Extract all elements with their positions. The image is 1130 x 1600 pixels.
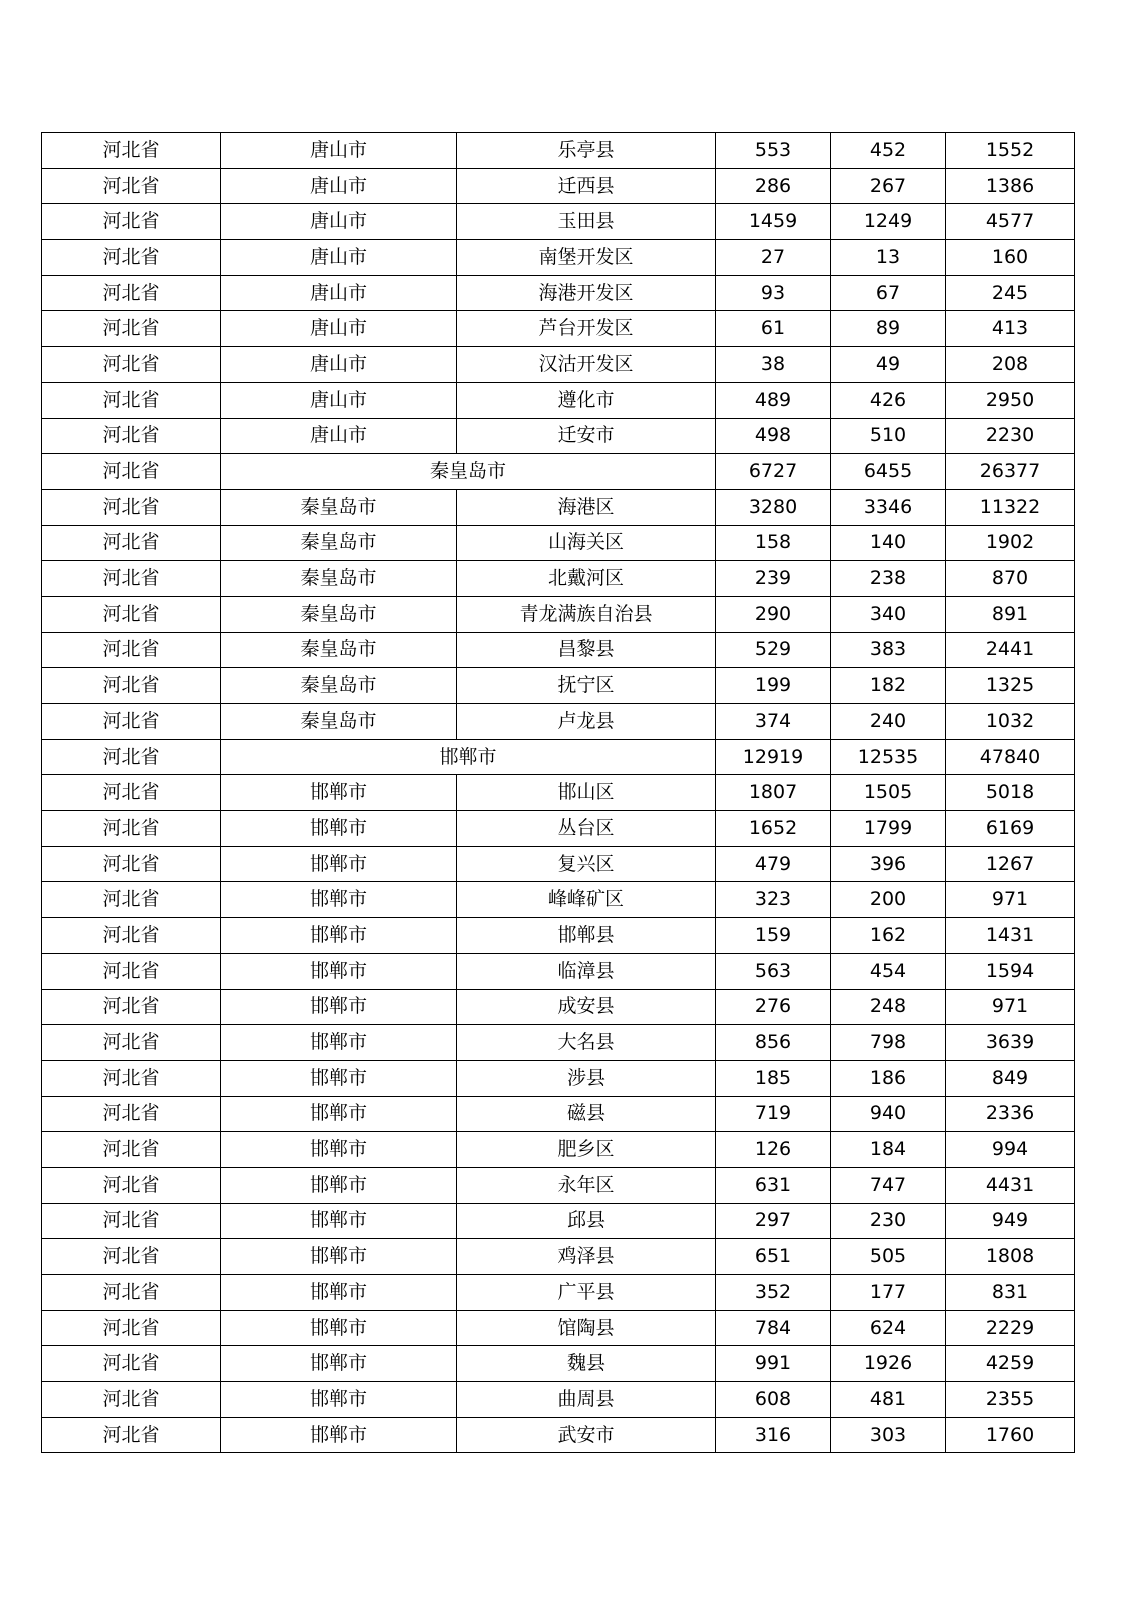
city-cell: 邯郸市: [221, 918, 457, 954]
county-cell: 鸡泽县: [457, 1239, 716, 1275]
value-3-cell: 1431: [946, 918, 1075, 954]
county-cell: 永年区: [457, 1167, 716, 1203]
county-cell: 山海关区: [457, 525, 716, 561]
city-cell: 邯郸市: [221, 1060, 457, 1096]
table-row: [42, 1025, 1075, 1061]
value-1-cell: 784: [716, 1310, 831, 1346]
value-1-cell: 297: [716, 1203, 831, 1239]
value-1-cell: 159: [716, 918, 831, 954]
table-row: [42, 240, 1075, 276]
value-1-cell: 6727: [716, 454, 831, 490]
province-cell: 河北省: [42, 1096, 221, 1132]
table-row: [42, 489, 1075, 525]
city-cell: 唐山市: [221, 204, 457, 240]
table-row: [42, 775, 1075, 811]
province-cell: 河北省: [42, 1060, 221, 1096]
value-2-cell: 303: [831, 1417, 946, 1453]
county-cell: 北戴河区: [457, 561, 716, 597]
province-cell: 河北省: [42, 275, 221, 311]
value-2-cell: 505: [831, 1239, 946, 1275]
value-1-cell: 27: [716, 240, 831, 276]
city-cell: 邯郸市: [221, 846, 457, 882]
county-cell: 青龙满族自治县: [457, 596, 716, 632]
county-cell: 迁安市: [457, 418, 716, 454]
city-subtotal-row: [42, 739, 1075, 775]
value-1-cell: 479: [716, 846, 831, 882]
county-cell: 海港区: [457, 489, 716, 525]
value-3-cell: 1325: [946, 668, 1075, 704]
value-3-cell: 971: [946, 882, 1075, 918]
province-cell: 河北省: [42, 1203, 221, 1239]
value-3-cell: 3639: [946, 1025, 1075, 1061]
value-1-cell: 276: [716, 989, 831, 1025]
value-3-cell: 994: [946, 1132, 1075, 1168]
province-cell: 河北省: [42, 525, 221, 561]
value-2-cell: 1926: [831, 1346, 946, 1382]
value-1-cell: 286: [716, 168, 831, 204]
county-cell: 南堡开发区: [457, 240, 716, 276]
county-cell: 峰峰矿区: [457, 882, 716, 918]
value-3-cell: 1760: [946, 1417, 1075, 1453]
value-2-cell: 177: [831, 1275, 946, 1311]
statistics-table: [41, 132, 1075, 1453]
value-1-cell: 563: [716, 953, 831, 989]
value-3-cell: 2230: [946, 418, 1075, 454]
county-cell: 邯郸县: [457, 918, 716, 954]
county-cell: 广平县: [457, 1275, 716, 1311]
value-3-cell: 47840: [946, 739, 1075, 775]
county-cell: 迁西县: [457, 168, 716, 204]
value-3-cell: 971: [946, 989, 1075, 1025]
county-cell: 磁县: [457, 1096, 716, 1132]
value-1-cell: 316: [716, 1417, 831, 1453]
table-row: [42, 1167, 1075, 1203]
value-2-cell: 240: [831, 704, 946, 740]
county-cell: 大名县: [457, 1025, 716, 1061]
province-cell: 河北省: [42, 168, 221, 204]
province-cell: 河北省: [42, 632, 221, 668]
value-2-cell: 267: [831, 168, 946, 204]
city-subtotal-cell: 秦皇岛市: [221, 454, 716, 490]
city-cell: 邯郸市: [221, 882, 457, 918]
city-cell: 秦皇岛市: [221, 632, 457, 668]
value-2-cell: 238: [831, 561, 946, 597]
city-cell: 秦皇岛市: [221, 525, 457, 561]
value-3-cell: 1594: [946, 953, 1075, 989]
city-cell: 邯郸市: [221, 1167, 457, 1203]
value-3-cell: 208: [946, 347, 1075, 383]
value-1-cell: 498: [716, 418, 831, 454]
table-row: [42, 168, 1075, 204]
value-2-cell: 383: [831, 632, 946, 668]
table-row: [42, 1310, 1075, 1346]
table-row: [42, 1275, 1075, 1311]
table-row: [42, 953, 1075, 989]
province-cell: 河北省: [42, 811, 221, 847]
table-row: [42, 561, 1075, 597]
value-3-cell: 4577: [946, 204, 1075, 240]
city-cell: 唐山市: [221, 311, 457, 347]
table-row: [42, 918, 1075, 954]
value-2-cell: 452: [831, 133, 946, 169]
value-2-cell: 1799: [831, 811, 946, 847]
value-3-cell: 849: [946, 1060, 1075, 1096]
county-cell: 卢龙县: [457, 704, 716, 740]
table-row: [42, 1417, 1075, 1453]
table-row: [42, 1060, 1075, 1096]
province-cell: 河北省: [42, 1346, 221, 1382]
county-cell: 乐亭县: [457, 133, 716, 169]
value-1-cell: 991: [716, 1346, 831, 1382]
city-cell: 唐山市: [221, 240, 457, 276]
value-1-cell: 323: [716, 882, 831, 918]
value-2-cell: 426: [831, 382, 946, 418]
table-row: [42, 525, 1075, 561]
value-2-cell: 162: [831, 918, 946, 954]
value-2-cell: 13: [831, 240, 946, 276]
value-1-cell: 529: [716, 632, 831, 668]
county-cell: 复兴区: [457, 846, 716, 882]
value-1-cell: 631: [716, 1167, 831, 1203]
table-row: [42, 204, 1075, 240]
value-1-cell: 199: [716, 668, 831, 704]
province-cell: 河北省: [42, 382, 221, 418]
value-1-cell: 1807: [716, 775, 831, 811]
table-row: [42, 704, 1075, 740]
value-1-cell: 1459: [716, 204, 831, 240]
value-2-cell: 186: [831, 1060, 946, 1096]
county-cell: 昌黎县: [457, 632, 716, 668]
value-2-cell: 67: [831, 275, 946, 311]
county-cell: 馆陶县: [457, 1310, 716, 1346]
table-row: [42, 846, 1075, 882]
province-cell: 河北省: [42, 489, 221, 525]
value-1-cell: 38: [716, 347, 831, 383]
county-cell: 芦台开发区: [457, 311, 716, 347]
province-cell: 河北省: [42, 918, 221, 954]
county-cell: 涉县: [457, 1060, 716, 1096]
table-row: [42, 668, 1075, 704]
value-3-cell: 2441: [946, 632, 1075, 668]
province-cell: 河北省: [42, 1417, 221, 1453]
value-1-cell: 290: [716, 596, 831, 632]
table-row: [42, 311, 1075, 347]
value-1-cell: 158: [716, 525, 831, 561]
value-2-cell: 624: [831, 1310, 946, 1346]
value-1-cell: 3280: [716, 489, 831, 525]
value-1-cell: 1652: [716, 811, 831, 847]
value-1-cell: 61: [716, 311, 831, 347]
city-cell: 邯郸市: [221, 989, 457, 1025]
province-cell: 河北省: [42, 1132, 221, 1168]
county-cell: 魏县: [457, 1346, 716, 1382]
value-2-cell: 89: [831, 311, 946, 347]
city-cell: 秦皇岛市: [221, 561, 457, 597]
province-cell: 河北省: [42, 1239, 221, 1275]
city-cell: 邯郸市: [221, 811, 457, 847]
value-2-cell: 3346: [831, 489, 946, 525]
province-cell: 河北省: [42, 596, 221, 632]
city-cell: 邯郸市: [221, 1382, 457, 1418]
city-subtotal-row: [42, 454, 1075, 490]
value-3-cell: 245: [946, 275, 1075, 311]
value-2-cell: 396: [831, 846, 946, 882]
value-1-cell: 374: [716, 704, 831, 740]
city-cell: 邯郸市: [221, 1025, 457, 1061]
table-row: [42, 347, 1075, 383]
table-row: [42, 1382, 1075, 1418]
table-row: [42, 882, 1075, 918]
county-cell: 武安市: [457, 1417, 716, 1453]
province-cell: 河北省: [42, 1275, 221, 1311]
province-cell: 河北省: [42, 204, 221, 240]
province-cell: 河北省: [42, 561, 221, 597]
province-cell: 河北省: [42, 133, 221, 169]
value-2-cell: 798: [831, 1025, 946, 1061]
value-3-cell: 2950: [946, 382, 1075, 418]
value-1-cell: 185: [716, 1060, 831, 1096]
value-3-cell: 2336: [946, 1096, 1075, 1132]
county-cell: 海港开发区: [457, 275, 716, 311]
city-cell: 邯郸市: [221, 1346, 457, 1382]
value-1-cell: 352: [716, 1275, 831, 1311]
table-row: [42, 1239, 1075, 1275]
table-row: [42, 989, 1075, 1025]
city-cell: 秦皇岛市: [221, 668, 457, 704]
value-2-cell: 1505: [831, 775, 946, 811]
province-cell: 河北省: [42, 1025, 221, 1061]
table-row: [42, 1203, 1075, 1239]
province-cell: 河北省: [42, 739, 221, 775]
value-3-cell: 949: [946, 1203, 1075, 1239]
city-cell: 邯郸市: [221, 1417, 457, 1453]
province-cell: 河北省: [42, 989, 221, 1025]
city-cell: 秦皇岛市: [221, 704, 457, 740]
value-2-cell: 184: [831, 1132, 946, 1168]
city-subtotal-cell: 邯郸市: [221, 739, 716, 775]
table-row: [42, 1346, 1075, 1382]
city-cell: 唐山市: [221, 275, 457, 311]
city-cell: 邯郸市: [221, 1310, 457, 1346]
county-cell: 汉沽开发区: [457, 347, 716, 383]
value-3-cell: 4431: [946, 1167, 1075, 1203]
table-row: [42, 811, 1075, 847]
value-1-cell: 239: [716, 561, 831, 597]
value-2-cell: 1249: [831, 204, 946, 240]
table-row: [42, 133, 1075, 169]
city-cell: 秦皇岛市: [221, 489, 457, 525]
value-3-cell: 26377: [946, 454, 1075, 490]
city-cell: 唐山市: [221, 133, 457, 169]
province-cell: 河北省: [42, 882, 221, 918]
value-1-cell: 126: [716, 1132, 831, 1168]
province-cell: 河北省: [42, 668, 221, 704]
value-1-cell: 489: [716, 382, 831, 418]
city-cell: 邯郸市: [221, 775, 457, 811]
province-cell: 河北省: [42, 347, 221, 383]
province-cell: 河北省: [42, 418, 221, 454]
value-2-cell: 940: [831, 1096, 946, 1132]
value-3-cell: 2355: [946, 1382, 1075, 1418]
city-cell: 唐山市: [221, 418, 457, 454]
value-2-cell: 200: [831, 882, 946, 918]
city-cell: 秦皇岛市: [221, 596, 457, 632]
city-cell: 唐山市: [221, 168, 457, 204]
value-2-cell: 6455: [831, 454, 946, 490]
province-cell: 河北省: [42, 1382, 221, 1418]
table-row: [42, 1132, 1075, 1168]
province-cell: 河北省: [42, 311, 221, 347]
value-3-cell: 1902: [946, 525, 1075, 561]
value-2-cell: 230: [831, 1203, 946, 1239]
city-cell: 邯郸市: [221, 1203, 457, 1239]
county-cell: 肥乡区: [457, 1132, 716, 1168]
table-row: [42, 1096, 1075, 1132]
county-cell: 丛台区: [457, 811, 716, 847]
value-3-cell: 1267: [946, 846, 1075, 882]
county-cell: 成安县: [457, 989, 716, 1025]
county-cell: 曲周县: [457, 1382, 716, 1418]
table-row: [42, 275, 1075, 311]
value-3-cell: 1386: [946, 168, 1075, 204]
county-cell: 玉田县: [457, 204, 716, 240]
value-3-cell: 413: [946, 311, 1075, 347]
county-cell: 邯山区: [457, 775, 716, 811]
value-3-cell: 831: [946, 1275, 1075, 1311]
value-2-cell: 12535: [831, 739, 946, 775]
value-3-cell: 2229: [946, 1310, 1075, 1346]
county-cell: 邱县: [457, 1203, 716, 1239]
city-cell: 邯郸市: [221, 953, 457, 989]
province-cell: 河北省: [42, 953, 221, 989]
value-3-cell: 6169: [946, 811, 1075, 847]
value-2-cell: 747: [831, 1167, 946, 1203]
city-cell: 邯郸市: [221, 1096, 457, 1132]
city-cell: 邯郸市: [221, 1275, 457, 1311]
table-row: [42, 632, 1075, 668]
province-cell: 河北省: [42, 1167, 221, 1203]
province-cell: 河北省: [42, 775, 221, 811]
value-1-cell: 719: [716, 1096, 831, 1132]
value-2-cell: 182: [831, 668, 946, 704]
city-cell: 唐山市: [221, 347, 457, 383]
province-cell: 河北省: [42, 846, 221, 882]
value-2-cell: 481: [831, 1382, 946, 1418]
value-2-cell: 140: [831, 525, 946, 561]
county-cell: 遵化市: [457, 382, 716, 418]
province-cell: 河北省: [42, 454, 221, 490]
table-row: [42, 418, 1075, 454]
value-1-cell: 553: [716, 133, 831, 169]
city-cell: 邯郸市: [221, 1239, 457, 1275]
value-3-cell: 160: [946, 240, 1075, 276]
value-1-cell: 93: [716, 275, 831, 311]
value-3-cell: 4259: [946, 1346, 1075, 1382]
county-cell: 临漳县: [457, 953, 716, 989]
value-1-cell: 12919: [716, 739, 831, 775]
value-2-cell: 248: [831, 989, 946, 1025]
value-2-cell: 49: [831, 347, 946, 383]
value-2-cell: 454: [831, 953, 946, 989]
province-cell: 河北省: [42, 1310, 221, 1346]
value-3-cell: 1808: [946, 1239, 1075, 1275]
value-3-cell: 1032: [946, 704, 1075, 740]
value-3-cell: 11322: [946, 489, 1075, 525]
city-cell: 邯郸市: [221, 1132, 457, 1168]
province-cell: 河北省: [42, 240, 221, 276]
value-3-cell: 1552: [946, 133, 1075, 169]
value-2-cell: 510: [831, 418, 946, 454]
value-1-cell: 651: [716, 1239, 831, 1275]
county-cell: 抚宁区: [457, 668, 716, 704]
value-3-cell: 5018: [946, 775, 1075, 811]
value-3-cell: 870: [946, 561, 1075, 597]
value-2-cell: 340: [831, 596, 946, 632]
table-row: [42, 382, 1075, 418]
value-1-cell: 608: [716, 1382, 831, 1418]
table-body: [42, 133, 1075, 1453]
province-cell: 河北省: [42, 704, 221, 740]
city-cell: 唐山市: [221, 382, 457, 418]
value-1-cell: 856: [716, 1025, 831, 1061]
value-3-cell: 891: [946, 596, 1075, 632]
table-row: [42, 596, 1075, 632]
